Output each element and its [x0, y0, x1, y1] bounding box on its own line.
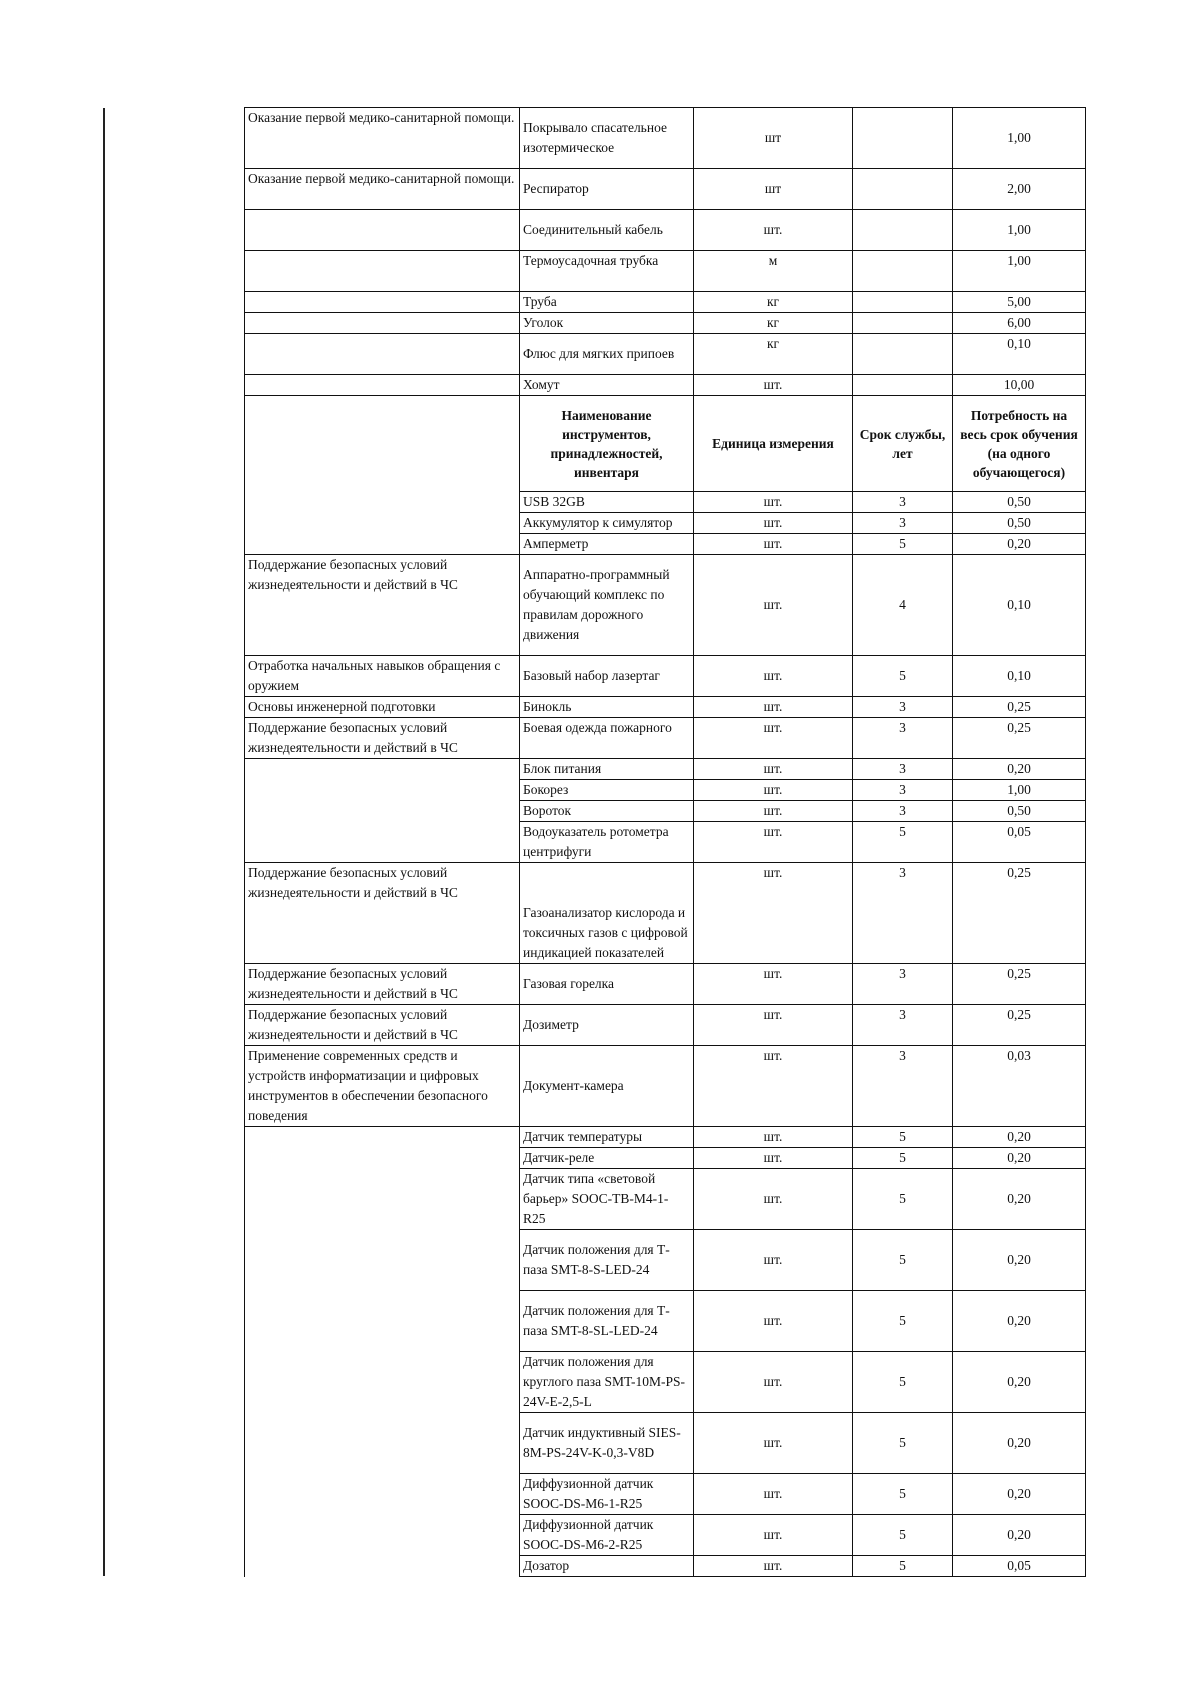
table-row [245, 1005, 1086, 1046]
section-cell [245, 1127, 520, 1148]
table-row [245, 964, 1086, 1005]
table-row [245, 555, 1086, 656]
section-cell: Поддержание безопасных условий жизнедеятельности и действий в ЧС [245, 964, 520, 1005]
header-unit: Единица измерения [694, 396, 853, 492]
item-unit: шт. [694, 863, 853, 964]
item-unit: шт. [694, 964, 853, 1005]
item-name: Бокорез [520, 780, 694, 801]
item-name: Боевая одежда пожарного [520, 718, 694, 759]
item-service-life: 3 [853, 759, 953, 780]
item-need: 0,50 [953, 513, 1086, 534]
item-need: 0,20 [953, 1352, 1086, 1413]
section-cell [245, 1352, 520, 1413]
item-service-life [853, 375, 953, 396]
item-unit: шт. [694, 1169, 853, 1230]
item-unit: шт. [694, 718, 853, 759]
table-row [245, 534, 1086, 555]
item-unit: шт. [694, 210, 853, 251]
item-name: Вороток [520, 801, 694, 822]
item-service-life: 3 [853, 1005, 953, 1046]
item-name: Датчик индуктивный SIES-8M-PS-24V-K-0,3-V8D [520, 1413, 694, 1474]
table-row [245, 1515, 1086, 1556]
item-need: 0,05 [953, 822, 1086, 863]
section-cell [245, 801, 520, 822]
item-service-life: 3 [853, 863, 953, 964]
item-need: 0,03 [953, 1046, 1086, 1127]
section-cell [245, 292, 520, 313]
table-row [245, 313, 1086, 334]
item-service-life: 3 [853, 964, 953, 1005]
item-name: Бинокль [520, 697, 694, 718]
item-unit: кг [694, 292, 853, 313]
item-need: 0,25 [953, 718, 1086, 759]
item-unit: шт. [694, 513, 853, 534]
item-service-life [853, 108, 953, 169]
table-row [245, 697, 1086, 718]
item-unit: шт. [694, 1005, 853, 1046]
item-name: Уголок [520, 313, 694, 334]
item-need: 0,20 [953, 1148, 1086, 1169]
item-name: Хомут [520, 375, 694, 396]
table-row [245, 759, 1086, 780]
item-service-life: 5 [853, 1127, 953, 1148]
item-unit: шт. [694, 697, 853, 718]
item-name: Документ-камера [520, 1046, 694, 1127]
item-service-life: 4 [853, 555, 953, 656]
table-row [245, 492, 1086, 513]
item-service-life: 3 [853, 1046, 953, 1127]
table-row [245, 1474, 1086, 1515]
item-need: 0,25 [953, 697, 1086, 718]
section-cell: Оказание первой медико-санитарной помощи. [245, 108, 520, 169]
table-row [245, 210, 1086, 251]
item-unit: шт [694, 169, 853, 210]
table-row [245, 1148, 1086, 1169]
item-name: Датчик положения для Т-паза SMT-8-SL-LED-24 [520, 1291, 694, 1352]
item-need: 0,20 [953, 534, 1086, 555]
item-service-life: 5 [853, 534, 953, 555]
item-name: Аккумулятор к симулятор [520, 513, 694, 534]
item-unit: шт. [694, 1515, 853, 1556]
item-name: Датчик-реле [520, 1148, 694, 1169]
section-cell [245, 1413, 520, 1474]
header-service-life: Срок службы, лет [853, 396, 953, 492]
item-need: 1,00 [953, 210, 1086, 251]
item-need: 0,20 [953, 1291, 1086, 1352]
item-unit: шт. [694, 492, 853, 513]
section-cell [245, 534, 520, 555]
item-need: 10,00 [953, 375, 1086, 396]
section-cell: Поддержание безопасных условий жизнедеятельности и действий в ЧС [245, 1005, 520, 1046]
item-need: 0,10 [953, 334, 1086, 375]
section-cell [245, 1230, 520, 1291]
item-name: Датчик положения для Т-паза SMT-8-S-LED-24 [520, 1230, 694, 1291]
item-need: 0,20 [953, 1474, 1086, 1515]
item-unit: м [694, 251, 853, 292]
section-cell: Поддержание безопасных условий жизнедеятельности и действий в ЧС [245, 555, 520, 656]
header-need: Потребность на весь срок обучения (на одного обучающегося) [953, 396, 1086, 492]
table-row [245, 822, 1086, 863]
item-unit: шт. [694, 1148, 853, 1169]
item-unit: кг [694, 334, 853, 375]
item-service-life [853, 210, 953, 251]
equipment-table [244, 107, 1086, 1577]
section-cell [245, 513, 520, 534]
section-cell: Оказание первой медико-санитарной помощи. [245, 169, 520, 210]
item-need: 0,25 [953, 863, 1086, 964]
item-need: 0,50 [953, 492, 1086, 513]
table-row [245, 108, 1086, 169]
table-row [245, 292, 1086, 313]
table-row [245, 801, 1086, 822]
section-cell: Поддержание безопасных условий жизнедеятельности и действий в ЧС [245, 718, 520, 759]
item-name: Газоанализатор кислорода и токсичных газов с цифровой индикацией показателей [520, 863, 694, 964]
item-name: Блок питания [520, 759, 694, 780]
item-service-life: 3 [853, 801, 953, 822]
item-unit: шт. [694, 1556, 853, 1577]
table-row [245, 1413, 1086, 1474]
table-row [245, 1352, 1086, 1413]
item-service-life: 5 [853, 1169, 953, 1230]
item-name: USB 32GB [520, 492, 694, 513]
item-name: Водоуказатель ротометра центрифуги [520, 822, 694, 863]
item-unit: шт. [694, 1474, 853, 1515]
item-unit: шт. [694, 1352, 853, 1413]
item-unit: шт. [694, 822, 853, 863]
item-unit: шт. [694, 1291, 853, 1352]
item-service-life: 5 [853, 1148, 953, 1169]
table-row [245, 1291, 1086, 1352]
item-name: Респиратор [520, 169, 694, 210]
table-row [245, 863, 1086, 964]
item-unit: шт. [694, 1413, 853, 1474]
table-row [245, 1046, 1086, 1127]
section-cell [245, 396, 520, 492]
section-cell [245, 780, 520, 801]
item-need: 0,20 [953, 1127, 1086, 1148]
item-need: 0,10 [953, 656, 1086, 697]
item-service-life [853, 313, 953, 334]
section-cell [245, 759, 520, 780]
section-cell [245, 334, 520, 375]
item-need: 0,05 [953, 1556, 1086, 1577]
item-need: 2,00 [953, 169, 1086, 210]
item-need: 1,00 [953, 251, 1086, 292]
table-row [245, 169, 1086, 210]
section-cell [245, 1291, 520, 1352]
item-need: 0,20 [953, 1169, 1086, 1230]
item-service-life [853, 334, 953, 375]
item-service-life: 5 [853, 822, 953, 863]
item-unit: шт. [694, 1127, 853, 1148]
item-service-life: 3 [853, 513, 953, 534]
item-need: 0,25 [953, 964, 1086, 1005]
item-unit: шт. [694, 656, 853, 697]
section-cell: Отработка начальных навыков обращения с оружием [245, 656, 520, 697]
item-service-life: 3 [853, 492, 953, 513]
item-unit: шт. [694, 555, 853, 656]
item-service-life [853, 169, 953, 210]
section-cell: Применение современных средств и устройств информатизации и цифровых инструментов в обеспечении безопасного поведения [245, 1046, 520, 1127]
section-cell [245, 251, 520, 292]
item-name: Дозиметр [520, 1005, 694, 1046]
item-service-life: 5 [853, 1474, 953, 1515]
section-cell [245, 1474, 520, 1515]
section-cell [245, 1169, 520, 1230]
item-service-life: 5 [853, 1230, 953, 1291]
item-service-life: 5 [853, 1352, 953, 1413]
table-row [245, 251, 1086, 292]
item-need: 0,50 [953, 801, 1086, 822]
item-unit: шт. [694, 375, 853, 396]
item-name: Датчик положения для круглого паза SMT-10M-PS-24V-E-2,5-L [520, 1352, 694, 1413]
item-unit: кг [694, 313, 853, 334]
item-unit: шт. [694, 1046, 853, 1127]
item-need: 0,10 [953, 555, 1086, 656]
section-cell [245, 210, 520, 251]
item-name: Диффузионной датчик SOOC-DS-M6-1-R25 [520, 1474, 694, 1515]
item-name: Газовая горелка [520, 964, 694, 1005]
item-need: 1,00 [953, 108, 1086, 169]
item-name: Покрывало спасательное изотермическое [520, 108, 694, 169]
item-need: 0,20 [953, 1515, 1086, 1556]
table-row [245, 718, 1086, 759]
item-unit: шт. [694, 759, 853, 780]
section-cell [245, 1515, 520, 1556]
item-need: 0,25 [953, 1005, 1086, 1046]
table-row [245, 656, 1086, 697]
section-cell: Основы инженерной подготовки [245, 697, 520, 718]
item-service-life: 5 [853, 1515, 953, 1556]
table-row [245, 375, 1086, 396]
table-row [245, 1169, 1086, 1230]
item-name: Диффузионной датчик SOOC-DS-M6-2-R25 [520, 1515, 694, 1556]
table-row [245, 1230, 1086, 1291]
left-margin-rule [103, 108, 105, 1576]
item-unit: шт [694, 108, 853, 169]
section-cell [245, 492, 520, 513]
item-unit: шт. [694, 534, 853, 555]
item-need: 1,00 [953, 780, 1086, 801]
item-service-life: 5 [853, 1556, 953, 1577]
item-name: Дозатор [520, 1556, 694, 1577]
section-cell [245, 313, 520, 334]
section-cell [245, 1148, 520, 1169]
item-name: Труба [520, 292, 694, 313]
item-service-life [853, 292, 953, 313]
item-name: Соединительный кабель [520, 210, 694, 251]
item-need: 0,20 [953, 1413, 1086, 1474]
item-service-life: 3 [853, 780, 953, 801]
item-name: Базовый набор лазертаг [520, 656, 694, 697]
table-row [245, 334, 1086, 375]
item-service-life: 3 [853, 697, 953, 718]
item-need: 6,00 [953, 313, 1086, 334]
section-cell [245, 1556, 520, 1577]
table-row [245, 780, 1086, 801]
item-need: 0,20 [953, 759, 1086, 780]
section-cell [245, 375, 520, 396]
table-row [245, 1556, 1086, 1577]
item-service-life: 5 [853, 1291, 953, 1352]
item-name: Флюс для мягких припоев [520, 334, 694, 375]
item-service-life: 3 [853, 718, 953, 759]
item-unit: шт. [694, 1230, 853, 1291]
item-unit: шт. [694, 780, 853, 801]
item-name: Датчик температуры [520, 1127, 694, 1148]
item-service-life: 5 [853, 656, 953, 697]
item-need: 5,00 [953, 292, 1086, 313]
item-need: 0,20 [953, 1230, 1086, 1291]
item-name: Датчик типа «световой барьер» SOOC-TB-M4-1-R25 [520, 1169, 694, 1230]
item-service-life: 5 [853, 1413, 953, 1474]
item-unit: шт. [694, 801, 853, 822]
section-cell [245, 822, 520, 863]
item-name: Амперметр [520, 534, 694, 555]
table-row [245, 513, 1086, 534]
item-name: Термоусадочная трубка [520, 251, 694, 292]
table-row [245, 1127, 1086, 1148]
table-header-row [245, 396, 1086, 492]
item-service-life [853, 251, 953, 292]
section-cell: Поддержание безопасных условий жизнедеятельности и действий в ЧС [245, 863, 520, 964]
item-name: Аппаратно-программный обучающий комплекс по правилам дорожного движения [520, 555, 694, 656]
header-name: Наименование инструментов, принадлежностей, инвентаря [520, 396, 694, 492]
